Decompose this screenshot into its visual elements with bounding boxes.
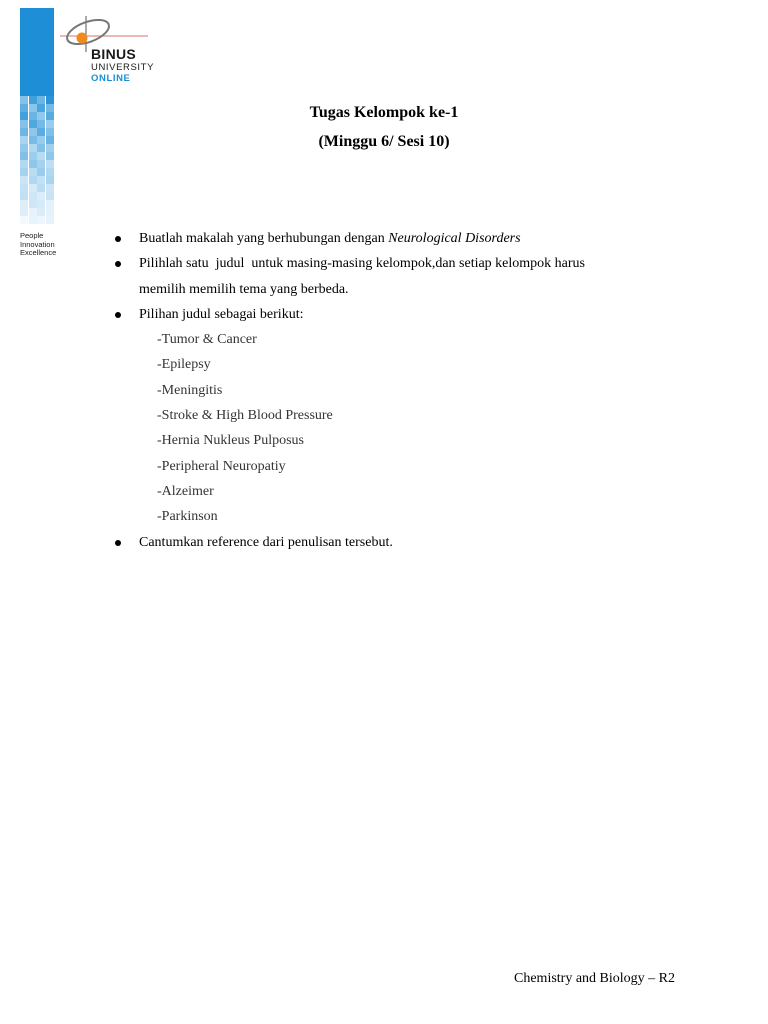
strip-pixel-cell [46,176,54,184]
strip-pixel-cell [37,152,45,160]
topic-option: -Tumor & Cancer [157,332,257,348]
bullet-text: Pilihlah satu judul untuk masing-masing kelompok,dan setiap kelompok harus [139,256,586,272]
tagline-line: Innovation [20,239,55,249]
strip-pixel-cell [29,200,37,208]
bullet-text: Buatlah makalah yang berhubungan dengan [139,231,389,246]
strip-pixel-cell [20,152,28,160]
strip-pixel-cell [37,176,45,184]
bullet-text: Cantumkan reference dari penulisan tersebut. [139,534,393,550]
page-title: Tugas Kelompok ke-1 [309,104,459,121]
strip-pixel-cell [46,152,54,160]
strip-pixel-cell [29,168,37,176]
strip-pixel-cell [29,160,37,168]
bullet-text-continued: memilih memilih tema yang berbeda. [139,281,349,297]
strip-pixel-cell [37,168,45,176]
tagline-line: People [20,231,44,240]
strip-pixel-cell [46,184,54,192]
topic-option: -Alzeimer [157,483,214,499]
strip-pixel-cell [46,208,54,216]
strip-pixel-cell [29,216,37,224]
bullet-icon [115,312,121,318]
strip-pixel-cell [46,216,54,224]
strip-pixel-cell [29,96,37,104]
strip-pixel-cell [46,96,54,104]
strip-pixel-cell [20,176,28,184]
strip-pixel-cell [37,192,45,200]
strip-pixel-cell [29,192,37,200]
tagline-line: Excellence [20,248,57,258]
strip-pixel-cell [37,208,45,216]
strip-pixel-cell [46,160,54,168]
list-item [139,251,679,302]
strip-pixel-cell [29,176,37,184]
logo-online: ONLINE [91,73,131,84]
bullet-icon [115,261,121,267]
bullet-icon [115,540,121,546]
strip-pixel-cell [20,192,28,200]
list-item [139,302,679,530]
strip-pixel-cell [46,168,54,176]
logo-name: BINUS [91,46,137,62]
strip-pixel-cell [37,96,45,104]
strip-solid-block [20,8,54,96]
strip-pixel-cell [20,160,28,168]
topic-option: -Stroke & High Blood Pressure [157,408,333,424]
bullet-text: Pilihan judul sebagai berikut: [139,306,304,322]
strip-pixel-cell [46,200,54,208]
strip-pixel-cell [37,160,45,168]
strip-pixel-cell [37,216,45,224]
strip-pixel-cell [20,184,28,192]
topic-option: -Hernia Nukleus Pulposus [157,433,304,449]
tagline [20,232,56,258]
topic-option: -Peripheral Neuropatiy [157,458,286,474]
bullet-icon [115,236,121,242]
strip-pixel-cell [20,208,28,216]
strip-pixel-cell [46,192,54,200]
page-subtitle: (Minggu 6/ Sesi 10) [318,133,450,150]
strip-pixel-cell [29,184,37,192]
bullet-emphasis: Neurological Disorders [388,231,521,246]
strip-pixel-cell [20,200,28,208]
strip-pixel-cell [37,184,45,192]
strip-pixel-cell [20,96,28,104]
strip-pixel-cell [29,208,37,216]
topic-option: -Meningitis [157,382,223,398]
assignment-content [139,226,679,555]
topic-option: -Parkinson [157,509,218,525]
strip-pixel-cell [20,216,28,224]
page-footer: Chemistry and Biology – R2 [514,971,675,986]
strip-pixel-cell [29,152,37,160]
topic-option: -Epilepsy [157,357,211,373]
logo-university: UNIVERSITY [91,62,155,73]
binus-logo [58,14,168,86]
list-item [139,530,679,555]
list-item [139,226,679,251]
strip-pixel-cell [37,200,45,208]
strip-pixel-cell [20,168,28,176]
